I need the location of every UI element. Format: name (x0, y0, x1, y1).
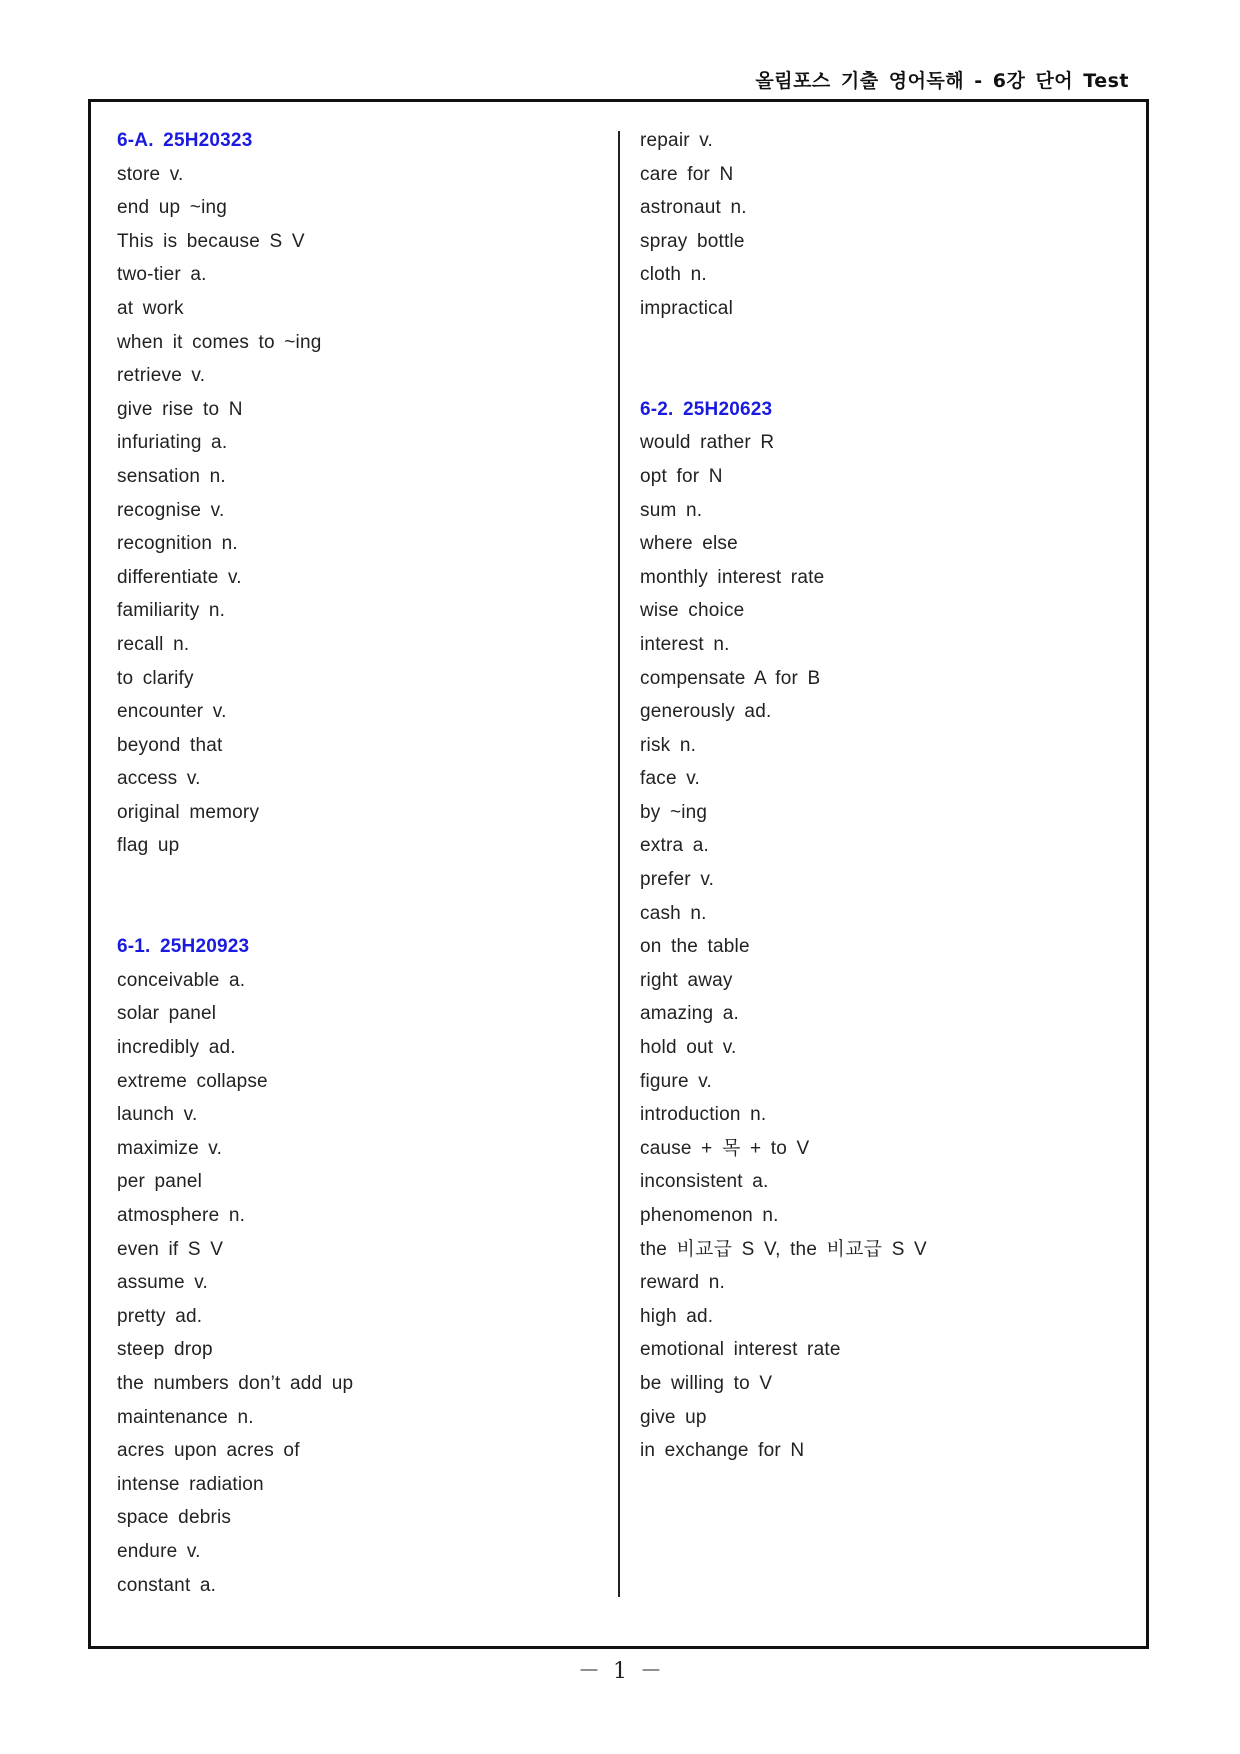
vocab-item: incredibly ad. (117, 1037, 236, 1059)
vocab-item: maintenance n. (117, 1406, 254, 1428)
vocab-item: intense radiation (117, 1473, 264, 1495)
vocab-item: atmosphere n. (117, 1205, 246, 1226)
vocab-item: inconsistent a. (640, 1171, 769, 1193)
vocab-item: extreme collapse (117, 1070, 268, 1092)
vocab-item: access v. (117, 768, 201, 790)
vocab-item: sum n. (640, 499, 703, 521)
vocab-item: recognise v. (117, 499, 225, 521)
vocab-item: acres upon acres of (117, 1440, 300, 1462)
vocab-item: This is because S V (117, 230, 305, 252)
section-heading-6-2: 6-2. 25H20623 (640, 398, 773, 420)
vocab-item: maximize v. (117, 1137, 223, 1159)
vocab-item: constant a. (117, 1574, 217, 1596)
word-list-6-a (117, 158, 353, 863)
vocab-item: amazing a. (640, 1003, 739, 1025)
vocab-item: where else (640, 533, 738, 555)
word-list-6-2 (640, 426, 927, 1467)
vocab-item: face v. (640, 768, 700, 790)
vocab-item: flag up (117, 835, 180, 857)
vocab-item: emotional interest rate (640, 1339, 841, 1361)
vocab-item: be willing to V (640, 1372, 773, 1394)
vocab-item: give rise to N (117, 398, 243, 420)
vocab-item: right away (640, 969, 733, 991)
word-list-6-1-continued (640, 124, 927, 326)
vocab-item: wise choice (640, 600, 745, 622)
vocab-item: phenomenon n. (640, 1205, 779, 1226)
vocab-item: impractical (640, 297, 733, 319)
vocab-item: end up ~ing (117, 197, 228, 219)
vocab-item: compensate A for B (640, 667, 821, 689)
vocab-item: infuriating a. (117, 432, 228, 454)
vocab-item: extra a. (640, 835, 709, 857)
vocab-item: hold out v. (640, 1037, 737, 1059)
vocab-item: interest n. (640, 633, 730, 655)
vocab-item: cloth n. (640, 264, 707, 286)
vocab-item: pretty ad. (117, 1305, 203, 1327)
vocab-item: recall n. (117, 633, 190, 655)
vocab-item: even if S V (117, 1238, 224, 1260)
vocab-item: space debris (117, 1507, 232, 1529)
vocab-item: care for N (640, 163, 734, 185)
vocab-item: in exchange for N (640, 1440, 805, 1462)
vocab-item: risk n. (640, 734, 697, 756)
column-divider (618, 131, 620, 1597)
vocab-item: encounter v. (117, 701, 227, 723)
vocab-item: sensation n. (117, 465, 226, 487)
vocab-item: assume v. (117, 1272, 208, 1294)
vocab-item: differentiate v. (117, 566, 242, 588)
vocab-item: introduction n. (640, 1104, 767, 1126)
section-heading-6-1: 6-1. 25H20923 (117, 936, 250, 958)
vocab-item: cause + 목 + to V (640, 1137, 810, 1159)
vocab-item: recognition n. (117, 533, 238, 555)
page-header-title: 올림포스 기출 영어독해 - 6강 단어 Test (755, 70, 1129, 92)
vocab-item: launch v. (117, 1104, 198, 1126)
vocab-item: original memory (117, 801, 260, 823)
spacer (640, 326, 927, 360)
vocab-item: steep drop (117, 1339, 213, 1361)
vocab-item: give up (640, 1406, 707, 1428)
vocab-item: retrieve v. (117, 365, 206, 387)
vocab-item: beyond that (117, 734, 223, 756)
vocab-item: astronaut n. (640, 197, 747, 219)
vocab-item: the 비교급 S V, the 비교급 S V (640, 1238, 927, 1260)
vocab-item: familiarity n. (117, 600, 226, 622)
section-heading-6-a: 6-A. 25H20323 (117, 130, 253, 151)
vocab-item: on the table (640, 936, 750, 958)
vocab-item: the numbers don’t add up (117, 1372, 354, 1394)
vocab-item: spray bottle (640, 230, 745, 252)
vocab-item: endure v. (117, 1540, 201, 1562)
vocab-item: at work (117, 297, 184, 319)
word-list-6-1 (117, 964, 353, 1602)
vocab-item: would rather R (640, 432, 775, 454)
vocab-item: cash n. (640, 902, 707, 924)
spacer (117, 863, 353, 897)
vocab-item: conceivable a. (117, 969, 246, 991)
vocab-item: figure v. (640, 1070, 712, 1092)
vocab-item: solar panel (117, 1003, 217, 1025)
vocab-item: reward n. (640, 1272, 726, 1294)
left-column (117, 124, 353, 1602)
spacer (117, 897, 353, 931)
vocab-item: store v. (117, 163, 184, 185)
right-column (640, 124, 927, 1468)
vocab-item: to clarify (117, 667, 194, 689)
vocab-item: opt for N (640, 465, 723, 487)
vocab-item: high ad. (640, 1305, 714, 1327)
vocab-item: generously ad. (640, 701, 772, 723)
vocab-item: prefer v. (640, 869, 715, 891)
spacer (640, 359, 927, 393)
page-number: － 1 － (578, 1659, 662, 1684)
vocab-item: monthly interest rate (640, 566, 825, 588)
vocab-item: when it comes to ~ing (117, 331, 322, 353)
vocab-item: by ~ing (640, 801, 708, 823)
vocab-item: repair v. (640, 130, 714, 151)
vocab-item: per panel (117, 1171, 203, 1193)
vocab-item: two-tier a. (117, 264, 207, 286)
